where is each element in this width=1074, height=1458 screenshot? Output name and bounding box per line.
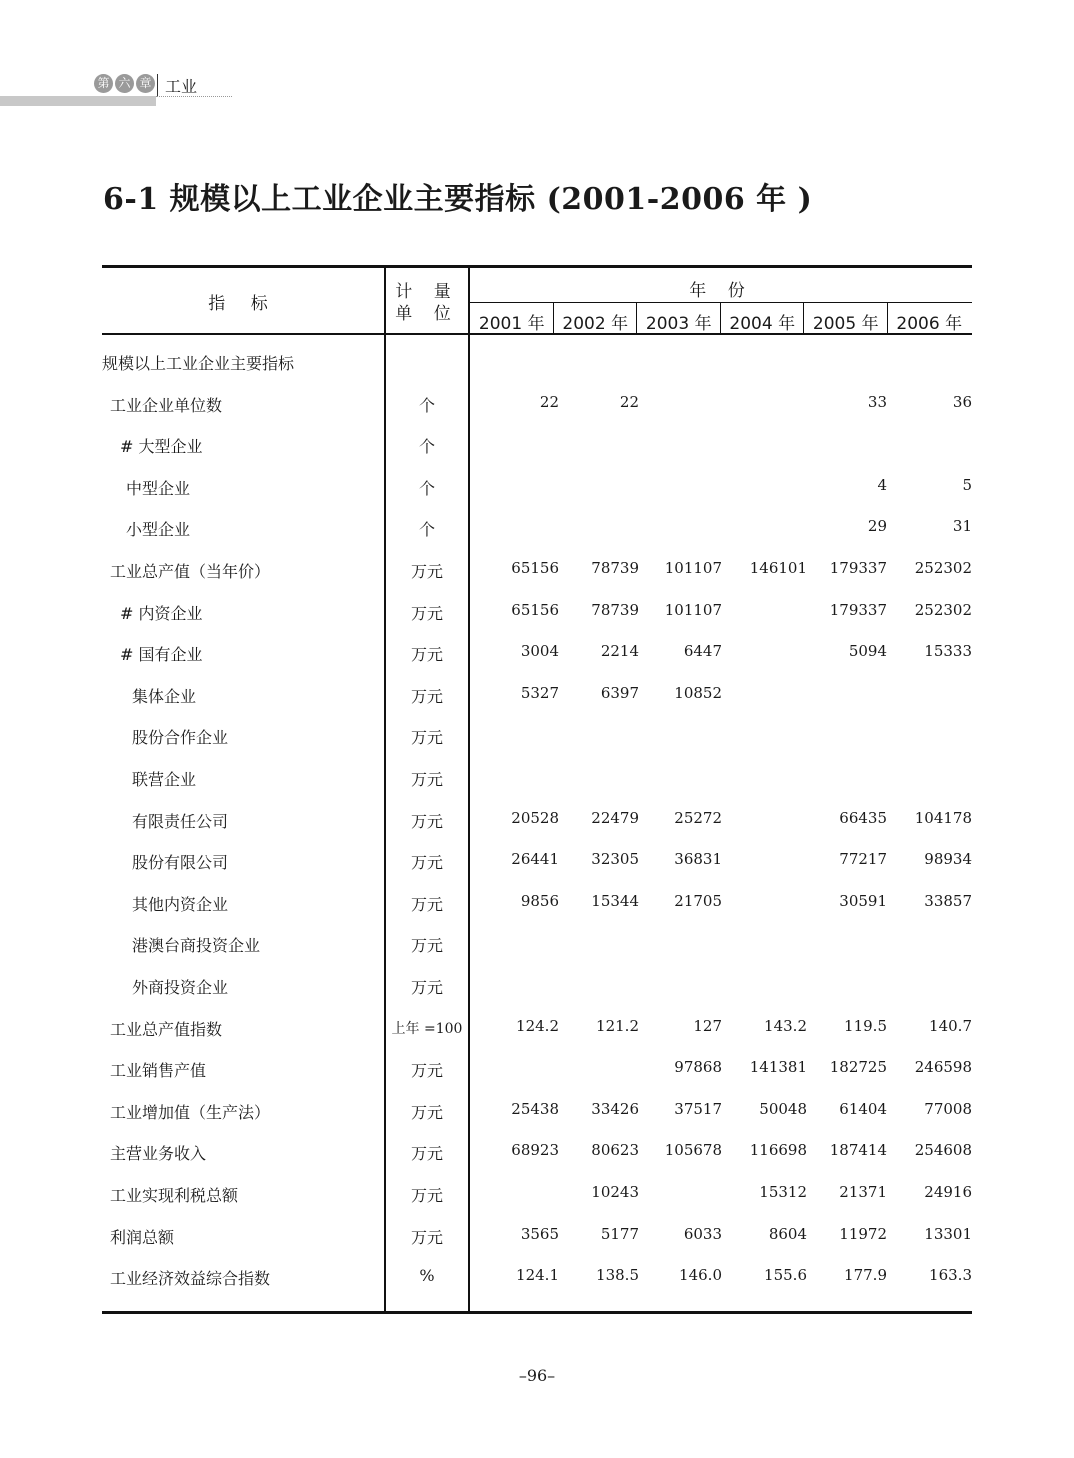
value-cell: 68923 [511,1141,559,1160]
value-cell: 146101 [749,559,807,577]
value-cell: 5327 [520,683,559,702]
row-unit: 万元 [410,1061,443,1081]
value-cell: 80623 [591,1141,639,1160]
value-cell: 29 [867,517,887,536]
value-cell: 37517 [674,1099,722,1118]
value-cell: 141381 [749,1058,807,1077]
value-cell: 66435 [839,808,887,827]
value-cell: 2214 [600,642,639,661]
year-group-rule [469,302,972,303]
row-label: 工业增加值（生产法） [110,1102,271,1122]
value-cell: 22 [619,392,639,411]
table-row [102,642,972,682]
row-label: 中型企业 [126,478,191,498]
year-column-header: 2004 年 [729,314,796,334]
table-row [102,1183,972,1223]
value-cell: 21371 [839,1183,887,1201]
table-bottom-rule [102,1311,972,1314]
value-cell: 15312 [759,1183,807,1201]
value-cell: 177.9 [844,1266,887,1285]
chapter-char: 章 [136,74,155,93]
row-label: 工业实现利税总额 [110,1186,239,1205]
row-unit: 个 [418,437,435,457]
value-cell: 101107 [664,600,722,619]
value-cell: 105678 [664,1141,722,1160]
value-cell: 104178 [914,808,972,827]
table-row [102,892,972,932]
value-cell: 10243 [591,1183,639,1201]
value-cell: 50048 [759,1099,807,1118]
value-cell: 77217 [839,850,887,869]
year-column-separator [720,303,721,333]
table-row [102,767,972,807]
value-cell: 124.1 [516,1266,559,1285]
row-unit: % [419,1266,435,1286]
row-unit: 万元 [410,1144,443,1164]
value-cell: 6447 [683,642,722,661]
year-group-header: 年 份 [689,281,753,301]
table-row [102,351,972,391]
row-label: 集体企业 [132,686,197,706]
value-cell: 78739 [591,559,639,577]
row-unit: 万元 [410,853,443,873]
table-top-rule [102,265,972,268]
year-column-separator [803,303,804,333]
table-row [102,559,972,599]
value-cell: 252302 [914,600,972,619]
table-row [102,809,972,849]
row-unit: 万元 [410,1186,443,1205]
year-column-separator [553,303,554,333]
value-cell: 143.2 [764,1016,807,1035]
year-column-header: 2001 年 [478,314,545,334]
value-cell: 61404 [839,1099,887,1118]
value-cell: 32305 [591,850,639,869]
row-unit: 万元 [410,978,443,997]
value-cell: 22 [539,392,559,411]
value-cell: 246598 [914,1058,972,1077]
value-cell: 179337 [829,559,887,577]
table-row [102,434,972,474]
row-label: 外商投资企业 [132,978,229,997]
header-bar [0,96,156,106]
value-cell: 127 [693,1016,722,1035]
value-cell: 30591 [839,891,887,910]
value-cell: 6033 [683,1224,722,1243]
value-cell: 119.5 [844,1016,887,1035]
value-cell: 5177 [600,1224,639,1243]
value-cell: 15344 [591,891,639,910]
value-cell: 138.5 [596,1266,639,1285]
value-cell: 10852 [674,683,722,702]
row-unit: 万元 [410,894,443,914]
section-name: 工业 [165,77,198,96]
row-unit: 万元 [410,936,443,956]
row-label: 其他内资企业 [132,894,229,914]
row-label: 利润总额 [110,1227,175,1247]
value-cell: 254608 [914,1141,972,1160]
value-cell: 77008 [924,1099,972,1118]
value-cell: 98934 [924,850,972,869]
value-cell: 5094 [848,642,887,661]
value-cell: 24916 [924,1183,972,1201]
row-label: # 大型企业 [120,437,203,457]
value-cell: 187414 [829,1141,887,1160]
value-cell: 20528 [511,808,559,827]
row-unit: 万元 [410,1227,443,1247]
row-label: 工业总产值指数 [110,1019,223,1039]
indicator-table [102,265,972,1314]
value-cell: 3565 [520,1224,559,1243]
page-number: –96– [518,1366,556,1385]
value-cell: 65156 [511,600,559,619]
chapter-char: 第 [94,74,113,93]
header-separator [157,74,158,96]
value-cell: 5 [962,475,972,494]
row-unit: 个 [418,395,435,415]
row-label: 股份合作企业 [132,728,229,748]
row-unit: 万元 [410,645,443,665]
value-cell: 21705 [674,891,722,910]
table-row [102,1141,972,1181]
value-cell: 25272 [674,808,722,827]
value-cell: 146.0 [679,1266,722,1285]
row-label: # 国有企业 [120,645,203,665]
table-row [102,1017,972,1057]
value-cell: 155.6 [764,1266,807,1285]
value-cell: 33 [867,392,887,411]
value-cell: 140.7 [929,1016,972,1035]
page-title: 6-1 规模以上工业企业主要指标 (2001-2006 年 ) [103,182,813,217]
value-cell: 25438 [511,1099,559,1118]
table-row [102,517,972,557]
row-unit: 万元 [410,1102,443,1122]
value-cell: 163.3 [929,1266,972,1285]
row-unit: 个 [418,478,435,498]
row-label: 股份有限公司 [132,853,229,873]
value-cell: 31 [952,517,972,536]
value-cell: 101107 [664,559,722,577]
unit-column-header: 单 位 [395,304,459,324]
row-label: 工业经济效益综合指数 [110,1269,271,1289]
row-unit: 万元 [410,686,443,706]
row-label: 工业总产值（当年价） [110,562,271,581]
row-unit: 万元 [410,811,443,831]
row-label: 港澳台商投资企业 [132,936,261,956]
table-row [102,1058,972,1098]
value-cell: 121.2 [596,1016,639,1035]
row-label: 工业企业单位数 [110,395,223,415]
value-cell: 15333 [924,642,972,661]
table-row [102,725,972,765]
value-cell: 36831 [674,850,722,869]
value-cell: 22479 [591,808,639,827]
table-row [102,975,972,1015]
value-cell: 78739 [591,600,639,619]
value-cell: 4 [877,475,887,494]
row-unit: 万元 [410,562,443,581]
table-row [102,933,972,973]
year-column-separator [887,303,888,333]
value-cell: 124.2 [516,1016,559,1035]
value-cell: 11972 [839,1224,887,1243]
value-cell: 252302 [914,559,972,577]
row-unit: 万元 [410,770,443,789]
value-cell: 33426 [591,1099,639,1118]
value-cell: 179337 [829,600,887,619]
table-row [102,1225,972,1265]
row-label: 有限责任公司 [132,811,229,831]
table-row [102,850,972,890]
year-column-header: 2005 年 [812,314,879,334]
row-unit: 个 [418,520,435,540]
table-row [102,1266,972,1306]
value-cell: 13301 [924,1224,972,1243]
table-row [102,1100,972,1140]
value-cell: 116698 [749,1141,807,1160]
value-cell: 97868 [674,1058,722,1077]
value-cell: 182725 [829,1058,887,1077]
year-column-header: 2002 年 [562,314,629,334]
unit-column-header: 计 量 [395,282,459,302]
value-cell: 8604 [768,1224,807,1243]
year-column-header: 2006 年 [896,314,963,334]
table-row [102,601,972,641]
value-cell: 9856 [520,891,559,910]
value-cell: 26441 [511,850,559,869]
row-label: 主营业务收入 [110,1144,207,1164]
chapter-badge [94,74,155,93]
value-cell: 65156 [511,559,559,577]
row-label: # 内资企业 [120,603,203,623]
chapter-char: 六 [115,74,134,93]
table-row [102,476,972,516]
row-unit: 万元 [410,728,443,748]
table-row [102,684,972,724]
value-cell: 6397 [600,683,639,702]
year-column-header: 2003 年 [645,314,712,334]
value-cell: 33857 [924,891,972,910]
row-unit: 上年 =100 [391,1020,463,1037]
value-cell: 3004 [520,642,559,661]
row-label: 联营企业 [132,770,197,789]
row-label: 工业销售产值 [110,1061,207,1081]
row-label: 小型企业 [126,520,191,540]
row-label: 规模以上工业企业主要指标 [102,354,295,373]
table-row [102,393,972,433]
row-unit: 万元 [410,603,443,623]
value-cell: 36 [952,392,972,411]
indicator-column-header: 指 标 [208,294,278,314]
year-column-separator [636,303,637,333]
